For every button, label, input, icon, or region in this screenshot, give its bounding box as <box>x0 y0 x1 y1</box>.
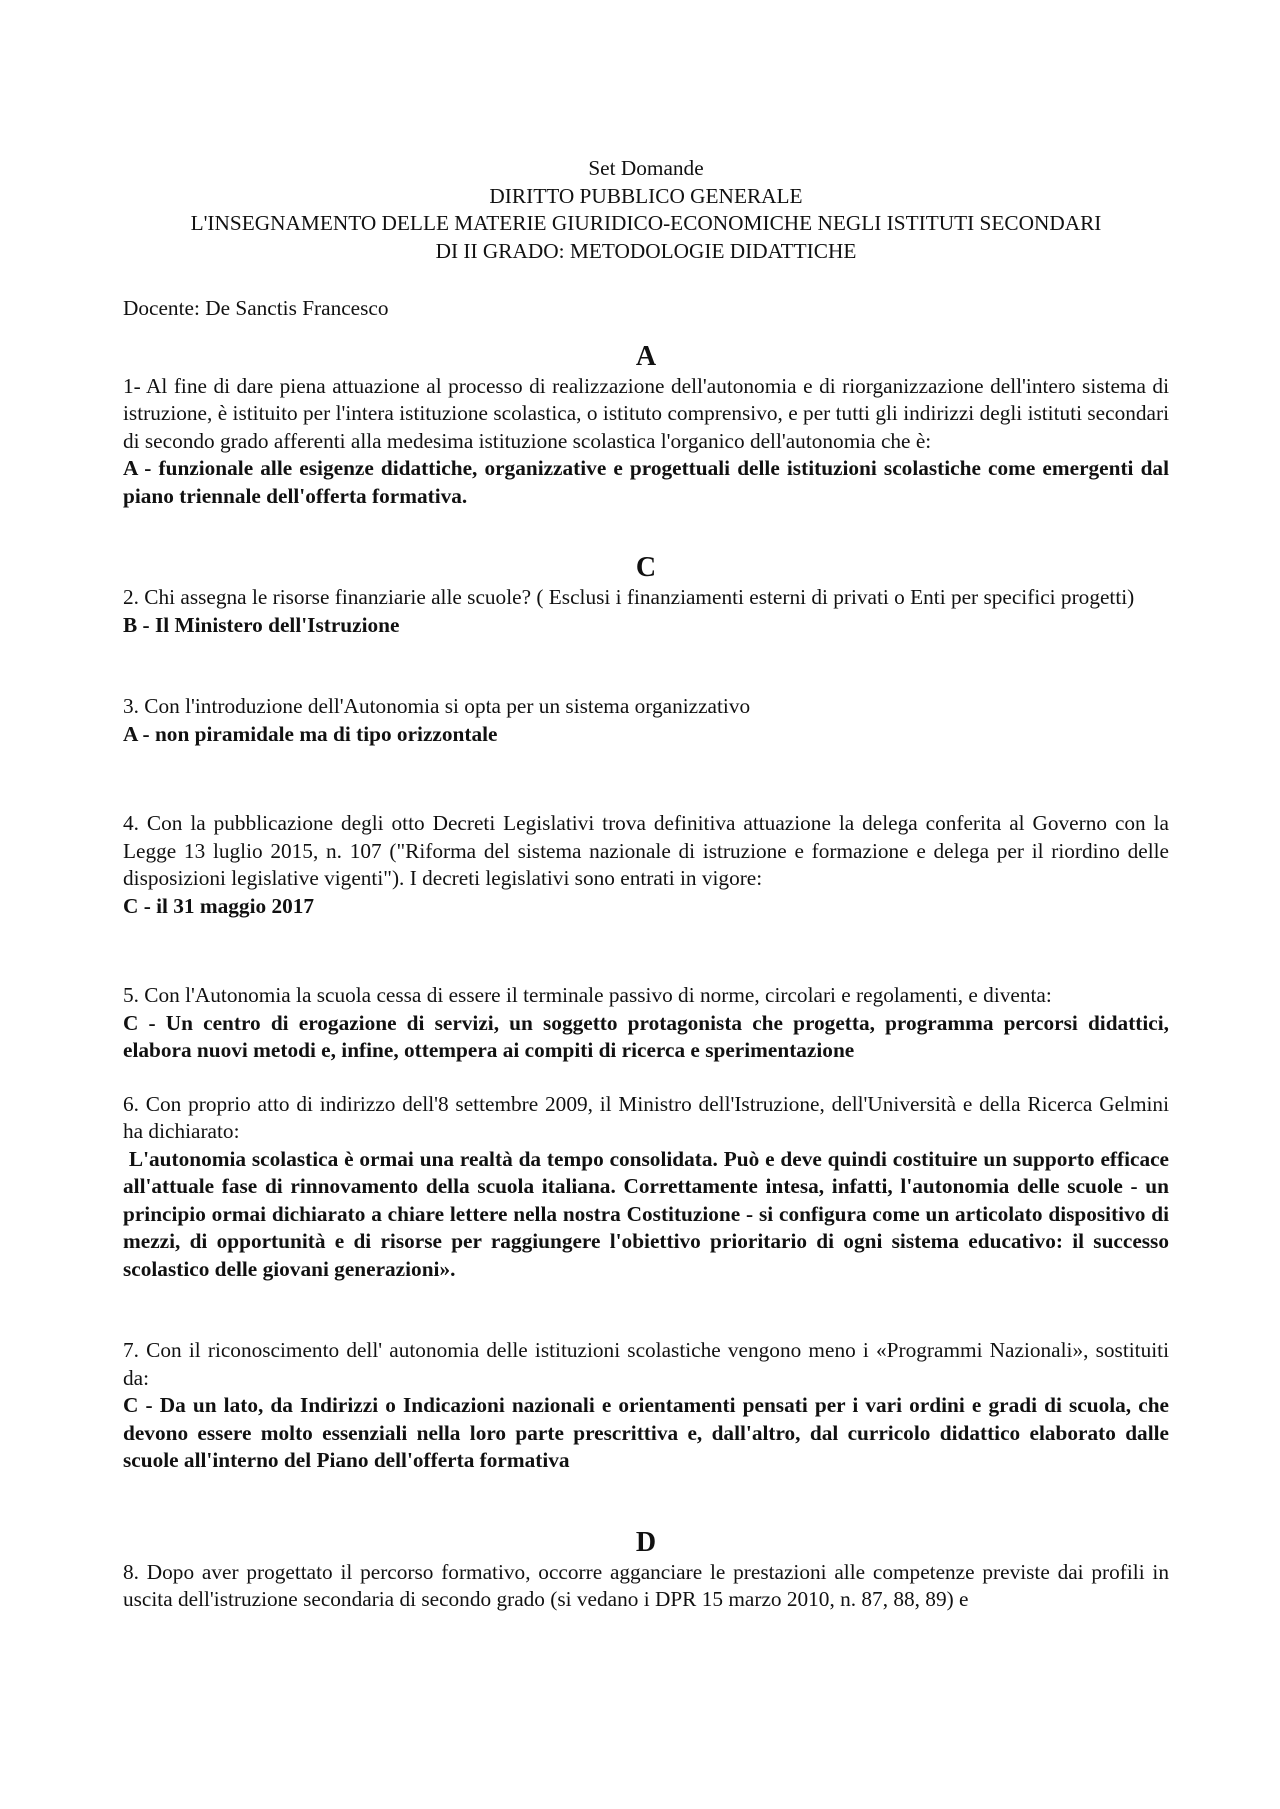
question-text: 8. Dopo aver progettato il percorso formativo, occorre agganciare le prestazioni alle competenze previste dai profili in uscita dell'istruzione secondaria di secondo grado (si vedano i DPR 15 marzo 2010, n. 87, 88, 89) e <box>123 1559 1169 1611</box>
header-line-set-domande: Set Domande <box>588 156 704 180</box>
question-7 <box>123 1337 1169 1475</box>
question-answer: C - Un centro di erogazione di servizi, un soggetto protagonista che progetta, programma percorsi didattici, elabora nuovi metodi e, infine, ottempera ai compiti di ricerca e sperimentazione <box>123 1010 1169 1062</box>
question-text: 3. Con l'introduzione dell'Autonomia si opta per un sistema organizzativo <box>123 694 751 718</box>
document-content <box>123 155 1175 1614</box>
question-answer: L'autonomia scolastica è ormai una realtà da tempo consolidata. Può e deve quindi costituire un supporto efficace all'attuale fase di rinnovamento della scuola italiana. Correttamente intesa, infatti, l'autonomia delle scuole - un principio ormai dichiarato a chiare lettere nella nostra Costituzione - si configura come un articolato dispositivo di mezzi, di opportunità e di risorse per raggiungere l'obiettivo prioritario di ogni sistema educativo: il successo scolastico delle giovani generazioni». <box>123 1146 1175 1281</box>
docente-line: Docente: De Sanctis Francesco <box>123 296 389 320</box>
question-answer: B - Il Ministero dell'Istruzione <box>123 612 400 637</box>
question-1 <box>123 373 1169 511</box>
question-text: 1- Al fine di dare piena attuazione al processo di realizzazione dell'autonomia e di riorganizzazione dell'intero sistema di istruzione, è istituito per l'intera istituzione scolastica, o istituto comprensivo, e per tutti gli indirizzi degli istituti secondari di secondo grado afferenti alla medesima istituzione scolastica l'organico dell'autonomia che è: <box>123 373 1169 453</box>
question-answer: A - funzionale alle esigenze didattiche, organizzative e progettuali delle istituzioni scolastiche come emergenti dal piano triennale dell'offerta formativa. <box>123 456 1169 508</box>
question-text: 2. Chi assegna le risorse finanziarie alle scuole? ( Esclusi i finanziamenti esterni di privati o Enti per specifici progetti) <box>123 585 1135 609</box>
header-line-course-title: DIRITTO PUBBLICO GENERALE <box>489 183 803 208</box>
question-3 <box>123 693 1169 748</box>
question-text: 5. Con l'Autonomia la scuola cessa di essere il terminale passivo di norme, circolari e regolamenti, e diventa: <box>123 983 1052 1007</box>
header-line-subtitle: L'INSEGNAMENTO DELLE MATERIE GIURIDICO-ECONOMICHE NEGLI ISTITUTI SECONDARI <box>190 211 1102 235</box>
question-4 <box>123 810 1169 920</box>
question-5 <box>123 982 1169 1065</box>
section-letter-d: D <box>635 1526 657 1558</box>
document-header <box>123 155 1169 265</box>
section-letter-a: A <box>635 340 657 372</box>
section-letter-c: C <box>635 552 657 583</box>
question-text: 7. Con il riconoscimento dell' autonomia delle istituzioni scolastiche vengono meno i «Programmi Nazionali», sostituiti da: <box>123 1338 1169 1390</box>
header-line-subtitle-cont: DI II GRADO: METODOLOGIE DIDATTICHE <box>435 238 857 263</box>
question-text: 6. Con proprio atto di indirizzo dell'8 settembre 2009, il Ministro dell'Istruzione, dell'Università e della Ricerca Gelmini ha dichiarato: <box>123 1091 1169 1143</box>
question-answer: C - il 31 maggio 2017 <box>123 893 315 918</box>
question-answer: A - non piramidale ma di tipo orizzontale <box>123 721 498 746</box>
question-6 <box>123 1091 1175 1284</box>
question-answer: C - Da un lato, da Indirizzi o Indicazioni nazionali e orientamenti pensati per i vari ordini e gradi di scuola, che devono essere molto essenziali nella loro parte prescrittiva e, dall'altro, dal curricolo didattico elaborato dalle scuole all'interno del Piano dell'offerta formativa <box>123 1393 1169 1472</box>
question-text: 4. Con la pubblicazione degli otto Decreti Legislativi trova definitiva attuazione la delega conferita al Governo con la Legge 13 luglio 2015, n. 107 ("Riforma del sistema nazionale di istruzione e formazione e delega per il riordino delle disposizioni legislative vigenti"). I decreti legislativi sono entrati in vigore: <box>123 811 1169 890</box>
question-2 <box>123 584 1169 639</box>
question-8 <box>123 1559 1169 1614</box>
